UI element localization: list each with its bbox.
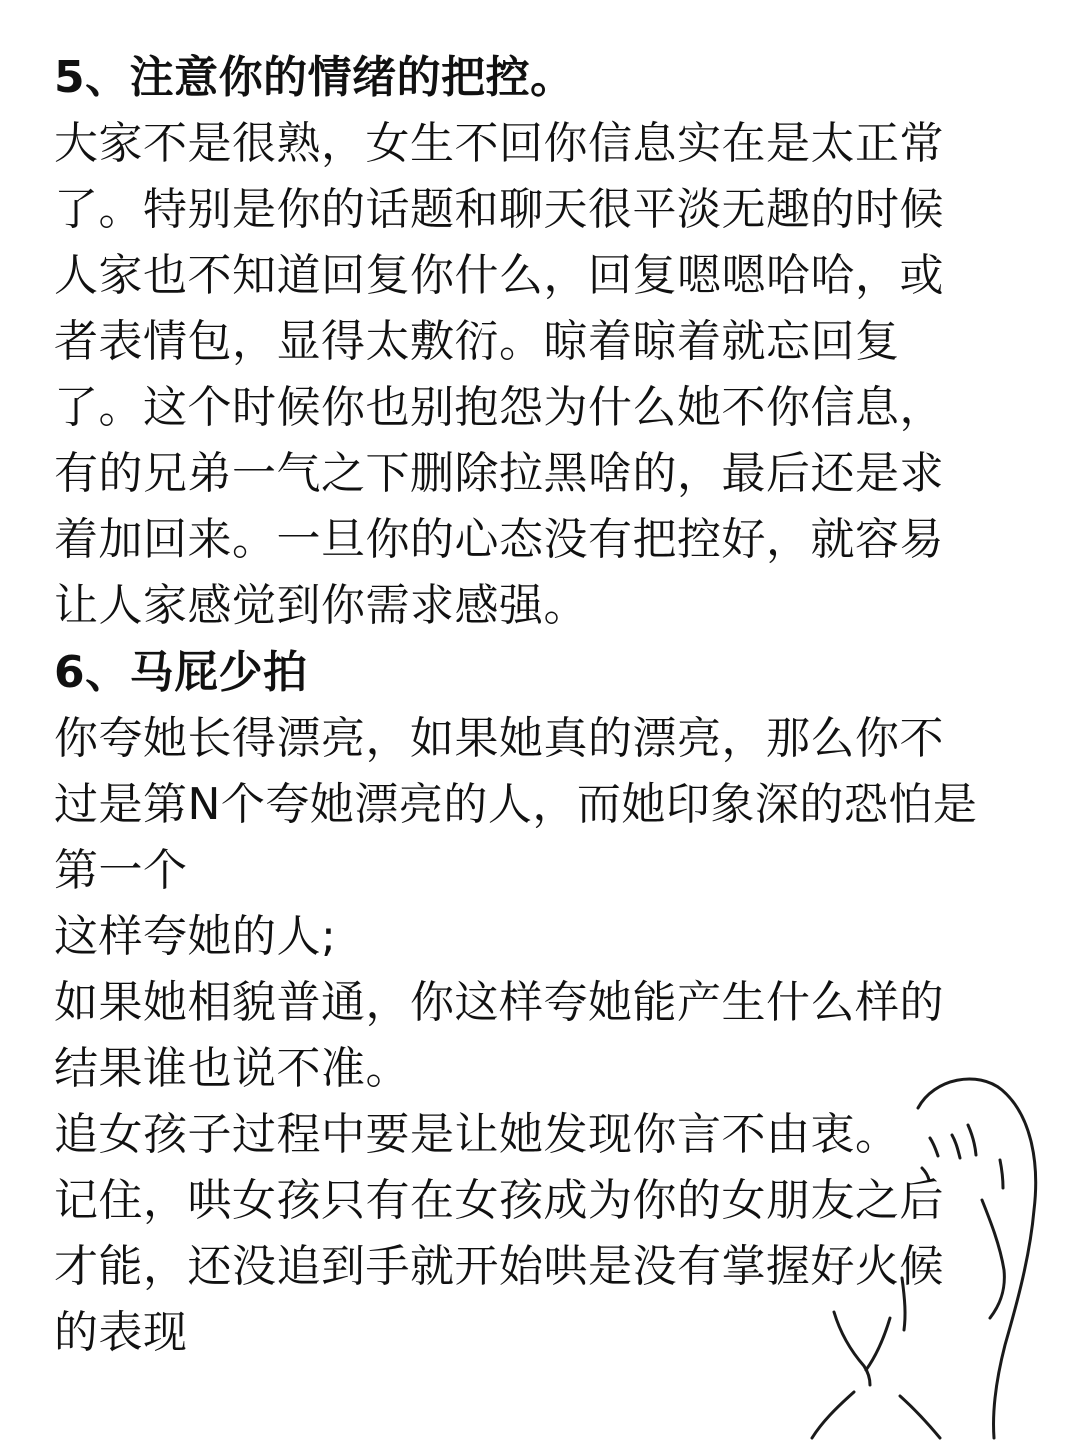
section-6-line-8: 记住，哄女孩只有在女孩成为你的女朋友之后 bbox=[54, 1175, 944, 1226]
section-6-line-4: 这样夸她的人; bbox=[54, 911, 337, 962]
section-6-line-3: 第一个 bbox=[54, 845, 188, 896]
section-5-line-6: 有的兄弟一气之下删除拉黑啥的，最后还是求 bbox=[54, 448, 944, 499]
section-5-line-2: 了。特别是你的话题和聊天很平淡无趣的时候 bbox=[54, 184, 944, 235]
section-5-line-7: 着加回来。一旦你的心态没有把控好，就容易 bbox=[54, 514, 944, 565]
section-5-line-1: 大家不是很熟，女生不回你信息实在是太正常 bbox=[54, 118, 944, 169]
section-6-line-9: 才能，还没追到手就开始哄是没有掌握好火候 bbox=[54, 1241, 944, 1292]
section-5-line-3: 人家也不知道回复你什么，回复嗯嗯哈哈，或 bbox=[54, 250, 944, 301]
section-6-heading: 6、马屁少拍 bbox=[54, 647, 308, 698]
section-6-line-2: 过是第N个夸她漂亮的人，而她印象深的恐怕是 bbox=[54, 779, 978, 830]
section-5-line-8: 让人家感觉到你需求感强。 bbox=[54, 580, 588, 631]
section-5-heading: 5、注意你的情绪的把控。 bbox=[54, 52, 575, 103]
section-6-line-1: 你夸她长得漂亮，如果她真的漂亮，那么你不 bbox=[54, 713, 944, 764]
section-5-line-4: 者表情包，显得太敷衍。晾着晾着就忘回复 bbox=[54, 316, 900, 367]
section-6-line-6: 结果谁也说不准。 bbox=[54, 1043, 410, 1094]
section-6-line-5: 如果她相貌普通，你这样夸她能产生什么样的 bbox=[54, 977, 944, 1028]
section-5-line-5: 了。这个时候你也别抱怨为什么她不你信息， bbox=[54, 382, 944, 433]
section-6-line-7: 追女孩子过程中要是让她发现你言不由衷。 bbox=[54, 1109, 900, 1160]
section-6-line-10: 的表现 bbox=[54, 1307, 188, 1358]
